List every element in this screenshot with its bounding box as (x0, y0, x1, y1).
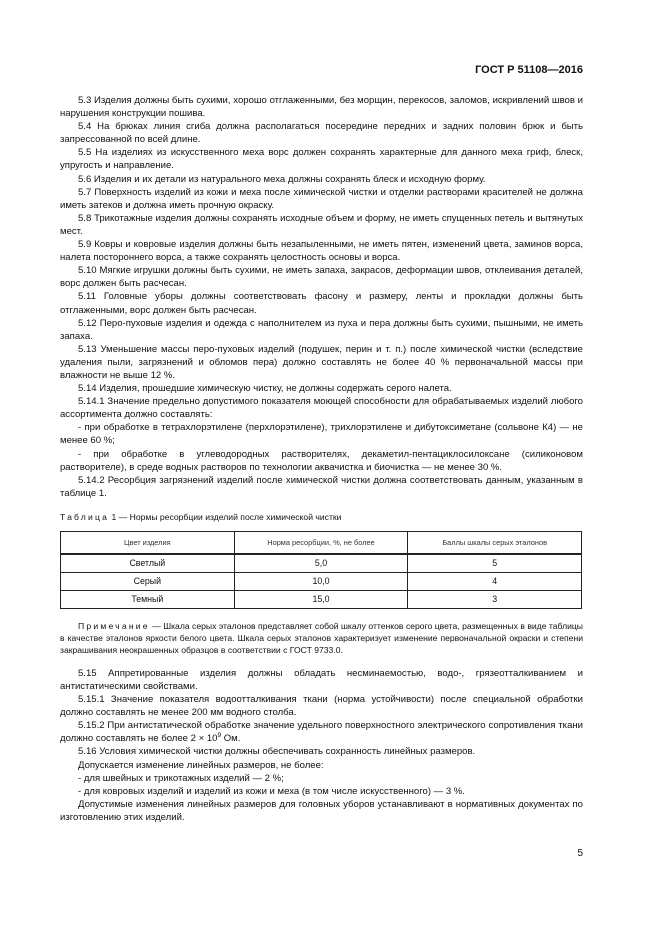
list-item-carpets: - для ковровых изделий и изделий из кожи и меха (в том числе искусственного) — 3 %. (78, 785, 465, 797)
exponent: 9 (217, 732, 222, 740)
document-body (60, 94, 583, 824)
paragraph-5-16: 5.16 Условия химической чистки должны обеспечивать сохранность линейных размеров. (78, 746, 476, 758)
table-header-scale: Баллы шкалы серых эталонов (408, 531, 582, 554)
table-header-norm: Норма ресорбции, %, не более (234, 531, 408, 554)
table-note (60, 620, 583, 656)
table-cell: Светлый (61, 554, 235, 573)
paragraph-5-15-2 (60, 719, 583, 745)
paragraph-5-15-2-unit: Ом. (221, 733, 241, 745)
paragraph-5-11: 5.11 Головные уборы должны соответствовать фасону и размеру, ленты и прокладки должны быть отглаженными, ворс должен быть расчесан. (60, 291, 583, 316)
paragraph-5-14-1: 5.14.1 Значение предельно допустимого показателя моющей способности для обрабатываемых изделий любого ассортимента должно составлять: (60, 396, 583, 421)
paragraph-5-14: 5.14 Изделия, прошедшие химическую чистку, не должны содержать серого налета. (78, 383, 452, 395)
list-item-perchlor: - при обработке в тетрахлорэтилене (перхлорэтилене), трихлорэтилене и дибутоксиметане (сольвоне К4) — не менее 60 %; (60, 422, 583, 447)
table-caption-text: 1 — Нормы ресорбции изделий после химической чистки (109, 511, 342, 522)
paragraph-5-12: 5.12 Перо-пуховые изделия и одежда с наполнителем из пуха и пера должны быть сухими, пышными, не иметь запаха. (60, 317, 583, 342)
note-label: Примечание (78, 620, 150, 631)
resorption-table (60, 531, 582, 609)
table-cell: 5,0 (234, 554, 408, 573)
paragraph-5-7: 5.7 Поверхность изделий из кожи и меха после химической чистки и отделки растворами красителей не должна иметь затеков и должна иметь прочную окраску. (60, 186, 583, 211)
paragraph-5-4: 5.4 На брюках линия сгиба должна располагаться посередине передних и задних половин брюк и быть запрессованной по всей длине. (60, 121, 583, 146)
table-header-color: Цвет изделия (61, 531, 235, 554)
table-caption (60, 511, 583, 523)
table-row (61, 590, 582, 608)
paragraph-headwear: Допустимые изменения линейных размеров для головных уборов устанавливают в нормативных документах по изготовлению этих изделий. (60, 798, 583, 823)
paragraph-5-14-2: 5.14.2 Ресорбция загрязнений изделий после химической чистки должна соответствовать данным, указанным в таблице 1. (60, 474, 583, 499)
list-item-hydrocarbon: - при обработке в углеводородных растворителях, декаметил-пентациклосилоксане (силиконовом растворителе), в среде водных растворов по технологии аквачистка и биочистка — не менее 30 %. (60, 448, 583, 473)
table-header-row (61, 531, 582, 554)
note-text: — Шкала серых эталонов представляет собой шкалу оттенков серого цвета, размещенных в виде таблицы в качестве эталонов яркости белого цвета. Шкала серых эталонов характеризует изменение первоначальной окраски и степени закрашивания неокрашенных образцов в соответствии с ГОСТ 9733.0. (60, 620, 583, 655)
list-item-garments: - для швейных и трикотажных изделий — 2 %; (78, 772, 284, 784)
paragraph-5-15-1: 5.15.1 Значение показателя водоотталкивания ткани (норма устойчивости) после специальной обработки должно составлять не менее 200 мм водного столба. (60, 694, 583, 719)
table-cell: 5 (408, 554, 582, 573)
table-cell: Серый (61, 572, 235, 590)
table-row (61, 572, 582, 590)
table-cell: 4 (408, 572, 582, 590)
paragraph-5-9: 5.9 Ковры и ковровые изделия должны быть незапыленными, не иметь пятен, изменений цвета, заминов ворса, налета постороннего ворса, а также сохранять целостность основы и ворса. (60, 239, 583, 264)
paragraph-5-3: 5.3 Изделия должны быть сухими, хорошо отглаженными, без морщин, перекосов, заломов, искривлений швов и нарушения конструкции пошива. (60, 95, 583, 120)
paragraph-5-15: 5.15 Аппретированные изделия должны обладать несминаемостью, водо-, грязеотталкиванием и антистатическими свойствами. (60, 667, 583, 692)
paragraph-5-8: 5.8 Трикотажные изделия должны сохранять исходные объем и форму, не иметь спущенных петель и вытянутых мест. (60, 212, 583, 237)
table-cell: 3 (408, 590, 582, 608)
paragraph-5-15-2-text: 5.15.2 При антистатической обработке значение удельного поверхностного электрического сопротивления ткани должно составлять не более 2 × 10 (60, 720, 583, 745)
paragraph-5-13: 5.13 Уменьшение массы перо-пуховых изделий (подушек, перин и т. п.) после химической чистки (вследствие удаления пыли, загрязнений и обломов пера) должно составлять не более 40 % первоначальной массы при влажности не выше 12 %. (60, 343, 583, 381)
paragraph-5-5: 5.5 На изделиях из искусственного меха ворс должен сохранять характерные для данного меха гриф, блеск, упругость и направление. (60, 147, 583, 172)
document-standard-id: ГОСТ Р 51108—2016 (475, 64, 583, 76)
table-cell: Темный (61, 590, 235, 608)
table-cell: 10,0 (234, 572, 408, 590)
paragraph-5-10: 5.10 Мягкие игрушки должны быть сухими, не иметь запаха, закрасов, деформации швов, отклеивания деталей, ворс должен быть расчесан. (60, 265, 583, 290)
paragraph-allowed-change: Допускается изменение линейных размеров, не более: (78, 759, 324, 771)
paragraph-5-6: 5.6 Изделия и их детали из натурального меха должны сохранять блеск и исходную форму. (78, 173, 486, 185)
table-caption-label: Таблица (60, 511, 110, 522)
table-cell: 15,0 (234, 590, 408, 608)
page-number: 5 (577, 848, 583, 859)
table-row (61, 554, 582, 573)
